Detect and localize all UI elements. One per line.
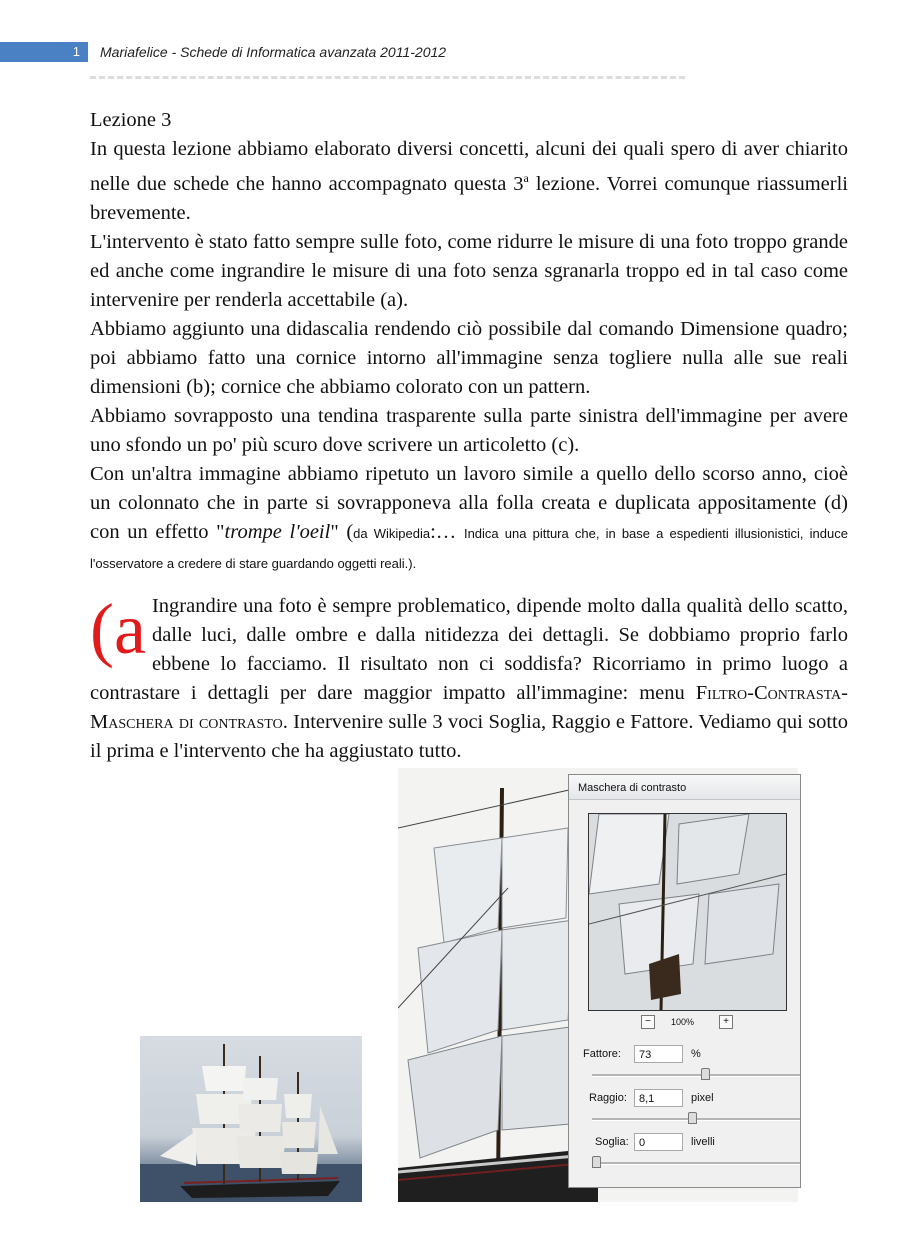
menu-path: Filtro-Contrasta- Maschera di contrasto: [90, 682, 848, 733]
fattore-label: Fattore:: [583, 1048, 621, 1060]
fattore-unit: %: [691, 1048, 701, 1060]
lesson-body: [90, 106, 848, 577]
p5-text-b: " (: [330, 520, 354, 543]
zoom-out-button[interactable]: −: [641, 1015, 655, 1029]
header-divider: [90, 76, 685, 79]
fattore-slider-thumb[interactable]: [701, 1068, 710, 1080]
zoom-level: 100%: [671, 1017, 695, 1027]
dropcap-a: (a: [90, 589, 146, 669]
wiki-source: da Wikipedia: [353, 525, 431, 541]
zoom-controls: [641, 1015, 741, 1031]
soglia-slider[interactable]: [592, 1162, 800, 1165]
lesson-paragraph-4: Abbiamo sovrapposto una tendina trasparente sulla parte sinistra dell'immagine per avere uno sfondo un po' più scuro dove scrivere un articoletto (c).: [90, 404, 848, 456]
preview-illustration: [589, 814, 786, 1010]
dialog-title: Maschera di contrasto: [569, 775, 800, 800]
lesson-paragraph-3: Abbiamo aggiunto una didascalia rendendo ciò possibile dal comando Dimensione quadro; poi abbiamo fatto una cornice intorno all'immagine senza togliere nulla alle sue reali dimensioni (b); cornice che abbiamo colorato con un pattern.: [90, 317, 848, 398]
section-a-text-b: . Intervenire sulle 3 voci Soglia, Raggio e Fattore. Vediamo qui sotto il prima e l'intervento che ha aggiustato tutto.: [90, 711, 848, 762]
zoom-in-button[interactable]: +: [719, 1015, 733, 1029]
fattore-input[interactable]: 73: [634, 1045, 683, 1063]
lesson-paragraph-5: [90, 460, 848, 577]
section-a-paragraph: [90, 589, 848, 766]
p5-text-a: Con un'altra immagine abbiamo ripetuto un lavoro simile a quello dello scorso anno, cioè un colonnato che in parte si sovrapponeva alla folla creata e duplicata appositamente (d) con un effetto ": [90, 462, 848, 543]
raggio-unit: pixel: [691, 1092, 714, 1104]
soglia-label: Soglia:: [595, 1136, 629, 1148]
p1-superscript: a: [523, 171, 529, 185]
raggio-slider[interactable]: [592, 1118, 800, 1121]
soglia-unit: livelli: [691, 1136, 715, 1148]
lesson-paragraph-1: [90, 135, 848, 228]
p5-italic: trompe l'oeil: [224, 520, 331, 543]
raggio-label: Raggio:: [589, 1092, 627, 1104]
lesson-title: Lezione 3: [90, 109, 172, 131]
section-a-text-a: Ingrandire una foto è sempre problematico, dipende molto dalla qualità dello scatto, dalle luci, dalle ombre e dalla nitidezza dei dettagli. Se dobbiamo proprio farlo ebbene lo facciamo. Il risultato non ci soddisfa? Ricorriamo in primo luogo a contrastare i dettagli per dare maggior impatto all'immagine: menu: [90, 595, 848, 704]
wiki-quote: Indica una pittura che, in base a espedienti illusionistici, induce l'osservatore a credere di stare guardando oggetti reali.).: [90, 525, 848, 571]
lesson-paragraph-2: L'intervento è stato fatto sempre sulle foto, come ridurre le misure di una foto troppo grande ed anche come ingrandire le misure di una foto senza sgranarla troppo ed in tal caso come intervenire per renderla accettabile (a).: [90, 230, 848, 311]
soglia-slider-thumb[interactable]: [592, 1156, 601, 1168]
section-a: [90, 589, 848, 766]
dialog-preview[interactable]: [588, 813, 787, 1011]
p1-text-b: lezione. Vorrei comunque riassumerli brevemente.: [90, 172, 849, 224]
p5-ellipsis: :…: [430, 520, 464, 543]
ship-small-illustration: [140, 1036, 362, 1202]
p1-text-a: In questa lezione abbiamo elaborato diversi concetti, alcuni dei quali spero di aver chiarito nelle due schede che hanno accompagnato questa 3: [90, 138, 848, 195]
fattore-slider[interactable]: [592, 1074, 800, 1077]
raggio-input[interactable]: 8,1: [634, 1089, 683, 1107]
page-number: 1: [0, 42, 88, 62]
header-title: Mariafelice - Schede di Informatica avanzata 2011-2012: [100, 44, 447, 60]
soglia-input[interactable]: 0: [634, 1133, 683, 1151]
ship-photo-small: [140, 1036, 362, 1202]
raggio-slider-thumb[interactable]: [688, 1112, 697, 1124]
unsharp-mask-dialog: [568, 774, 801, 1188]
